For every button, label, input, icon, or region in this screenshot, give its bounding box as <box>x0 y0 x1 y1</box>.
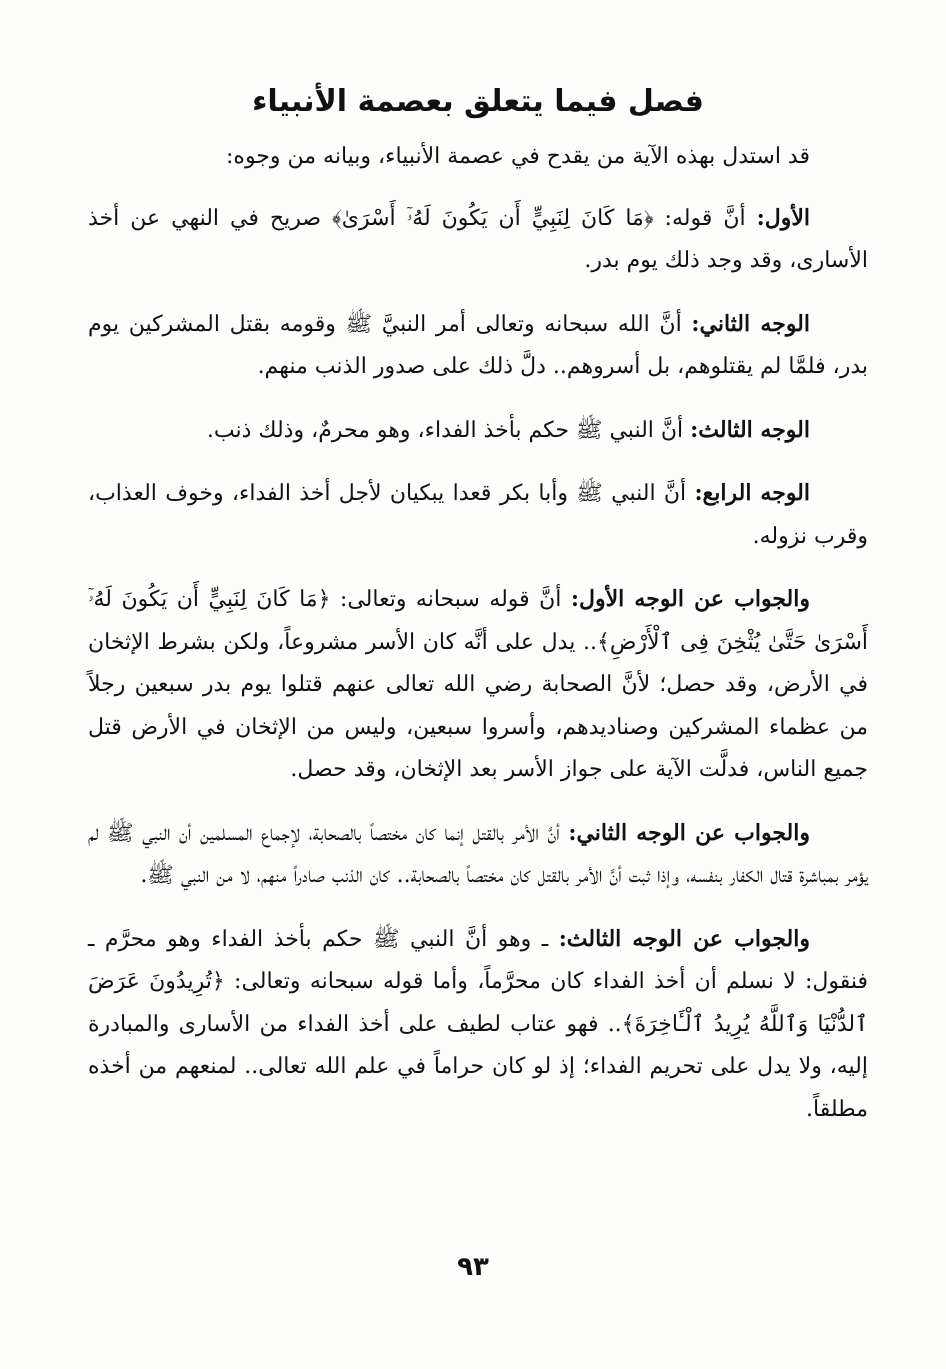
paragraph-second-aspect <box>88 303 868 389</box>
intro-paragraph: قد استدل بهذه الآية من يقدح في عصمة الأنبياء، وبيانه من وجوه: <box>226 144 810 169</box>
paragraph-answer-third <box>88 918 868 1132</box>
paragraph-text: أنَّ النبي ﷺ وأبا بكر قعدا يبكيان لأجل أخذ الفداء، وخوف العذاب، وقرب نزوله. <box>88 481 868 549</box>
paragraph-third-aspect <box>88 409 868 453</box>
paragraph-lead: الوجه الرابع: <box>694 480 810 506</box>
paragraph-answer-second <box>88 812 868 898</box>
chapter-title: فصل فيما يتعلق بعصمة الأنبياء <box>252 84 704 119</box>
paragraph-lead: والجواب عن الوجه الأول: <box>570 586 810 612</box>
paragraph-lead: الوجه الثالث: <box>690 416 810 443</box>
paragraph-text: أنَّ النبي ﷺ حكم بأخذ الفداء، وهو محرمٌ، وذلك ذنب. <box>206 417 691 443</box>
paragraph-text: أنَّ الله سبحانه وتعالى أمر النبيَّ ﷺ وقومه بقتل المشركين يوم بدر، فلمَّا لم يقتلوهم، بل أسروهم.. دلَّ ذلك على صدور الذنب منهم. <box>88 311 868 379</box>
paragraph-text: ـ وهو أنَّ النبي ﷺ حكم بأخذ الفداء وهو محرَّم ـ فنقول: لا نسلم أن أخذ الفداء كان محرَّماً، وأما قوله سبحانه وتعالى: ﴿تُرِيدُونَ عَرَضَ ٱلدُّنْيَا وَٱللَّهُ يُرِيدُ ٱلْـَٔاخِرَةَ﴾.. فهو عتاب لطيف على أخذ الفداء من الأسارى والمبادرة إليه، ولا يدل على تحريم الفداء؛ إذ لو كان حراماً في علم الله تعالى.. لمنعهم من أخذه مطلقاً. <box>88 926 868 1122</box>
paragraph-lead: والجواب عن الوجه الثاني: <box>568 819 810 846</box>
paragraph-lead: الوجه الثاني: <box>691 310 810 337</box>
paragraph-fourth-aspect <box>88 472 868 558</box>
paragraph-text: أنَّ قوله: ﴿مَا كَانَ لِنَبِيٍّ أَن يَكُونَ لَهُۥٓ أَسْرَىٰ﴾ صريح في النهي عن أخذ الأسارى، وقد وجد ذلك يوم بدر. <box>88 205 868 273</box>
paragraph-text: أنَّ الأمر بالقتل إنما كان مختصاً بالصحابة، لإجماع المسلمين أن النبي ﷺ لم يؤمر بمباشرة قتال الكفار بنفسه، وإذا ثبت أنَّ الأمر بالقتل كان مختصاً بالصحابة.. كان الذنب صادراً منهم، لا من النبي ﷺ. <box>88 820 868 888</box>
paragraph-first-aspect <box>88 197 868 283</box>
page-content <box>88 78 868 1151</box>
paragraph-lead: الأول: <box>756 204 810 231</box>
paragraph-answer-first <box>88 578 868 792</box>
paragraph-lead: والجواب عن الوجه الثالث: <box>558 925 810 952</box>
page-number: ٩٣ <box>457 1252 489 1282</box>
paragraph-text: أنَّ قوله سبحانه وتعالى: ﴿مَا كَانَ لِنَبِيٍّ أَن يَكُونَ لَهُۥٓ أَسْرَىٰ حَتَّىٰ يُثْخِنَ فِى ٱلْأَرْضِ﴾.. يدل على أنَّه كان الأسر مشروعاً، ولكن بشرط الإثخان في الأرض، وقد حصل؛ لأنَّ الصحابة رضي الله تعالى عنهم قتلوا يوم بدر سبعين رجلاً من عظماء المشركين وصناديدهم، وأسروا سبعين، وليس من الإثخان في الأرض قتل جميع الناس، فدلَّت الآية على جواز الأسر بعد الإثخان، وقد حصل. <box>88 587 868 782</box>
